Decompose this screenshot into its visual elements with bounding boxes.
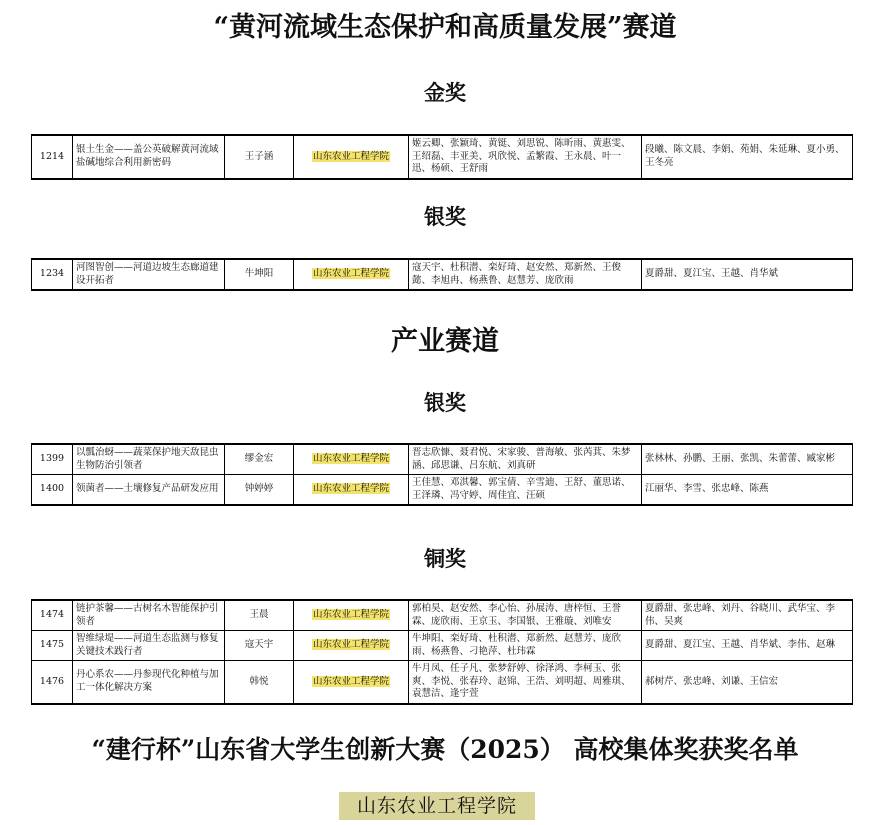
team-members: 郭柏昊、赵安然、李心怡、孙展涛、唐梓恒、王誉霖、庞欣雨、王京玉、李国银、王雅璇、刘唯安: [412, 603, 622, 627]
team-members: 牛坤阳、栾好琦、杜积潜、郑新然、赵慧芳、庞欣雨、杨燕鲁、刁艳萍、杜玮霖: [412, 633, 622, 657]
advisors-cell: [642, 135, 853, 179]
project-leader: 牛坤阳: [244, 268, 274, 280]
project-title: 链护茶馨——古树名木智能保护引领者: [76, 603, 219, 627]
silver-award-table-2: [31, 443, 853, 506]
project-leader: 王晨: [249, 609, 269, 621]
school-name-cell: [294, 135, 409, 179]
project-id: 1474: [39, 609, 65, 621]
table-row: [32, 475, 853, 506]
project-title-cell: [73, 135, 225, 179]
project-title: 丹心系农——丹参现代化种植与加工一体化解决方案: [76, 669, 219, 693]
project-leader-cell: [225, 600, 294, 631]
table-row: [32, 600, 853, 631]
school-name: 山东农业工程学院: [312, 609, 389, 621]
project-title-cell: [73, 600, 225, 631]
table-row: [32, 631, 853, 661]
project-title-cell: [73, 259, 225, 290]
school-name-cell: [294, 475, 409, 506]
project-id-cell: [32, 600, 73, 631]
project-id-cell: [32, 135, 73, 179]
bronze-award-table: [31, 599, 853, 705]
award-heading-bronze: 铜奖: [424, 546, 466, 571]
project-leader-cell: [225, 259, 294, 290]
advisors: 张林林、孙鹏、王丽、张凯、朱蕾蕾、臧家彬: [645, 453, 836, 465]
table-row: [32, 444, 853, 475]
project-id: 1400: [39, 483, 65, 495]
table-row: [32, 135, 853, 179]
advisors: 夏爵甜、张忠峰、刘丹、谷晓川、武华宝、李伟、吴爽: [645, 603, 836, 627]
project-title-cell: [73, 444, 225, 475]
advisors: 夏爵甜、夏江宝、王越、肖华斌: [645, 268, 779, 280]
advisors-cell: [642, 444, 853, 475]
advisors-cell: [642, 600, 853, 631]
project-title-cell: [73, 661, 225, 704]
silver-award-table-1: [31, 258, 853, 291]
project-id: 1234: [39, 268, 65, 280]
advisors-cell: [642, 259, 853, 290]
team-members: 晋志欣慷、聂君悦、宋家骏、普海敏、张芮萁、朱梦涵、邱思谦、吕东航、刘真研: [412, 447, 631, 471]
team-members-cell: [409, 661, 642, 704]
project-title: 智维绿堤——河道生态监测与修复关键技术践行者: [76, 633, 219, 657]
project-title: 领菌者——土壤修复产品研发应用: [76, 483, 219, 495]
team-members-cell: [409, 600, 642, 631]
gold-award-table: [31, 134, 853, 180]
table-row: [32, 661, 853, 704]
team-members-cell: [409, 259, 642, 290]
project-title: 以瓢治蚜——蔬菜保护地天敌昆虫生物防治引领者: [76, 447, 219, 471]
project-id: 1476: [39, 675, 65, 687]
school-name: 山东农业工程学院: [312, 483, 389, 495]
project-id: 1399: [39, 453, 65, 465]
award-heading-silver-1: 银奖: [424, 204, 466, 229]
project-id-cell: [32, 444, 73, 475]
project-title: 银土生金——盖公英破解黄河流域盐碱地综合利用新密码: [76, 144, 219, 168]
advisors-cell: [642, 631, 853, 661]
school-name: 山东农业工程学院: [312, 639, 389, 651]
project-leader: 寇天宇: [244, 639, 274, 651]
project-id-cell: [32, 631, 73, 661]
school-name-cell: [294, 600, 409, 631]
project-leader: 韩悦: [249, 675, 269, 687]
project-title: 河图智创——河道边坡生态廊道建设开拓者: [76, 262, 219, 286]
project-id-cell: [32, 475, 73, 506]
table-row: [32, 259, 853, 290]
project-leader-cell: [225, 475, 294, 506]
team-members: 寇天宇、杜积潜、栾好琦、赵安然、郑新然、王俊懿、李旭冉、杨燕鲁、赵慧芳、庞欣雨: [412, 262, 622, 286]
track-title-yellow-river: “黄河流域生态保护和高质量发展”赛道: [213, 12, 677, 43]
team-members-cell: [409, 631, 642, 661]
award-heading-silver-2: 银奖: [424, 390, 466, 415]
team-members: 王佳慧、邓淇馨、郭宝倩、辛雪迪、王舒、董思诺、王泽璘、冯守婷、周佳宜、汪硕: [412, 477, 631, 501]
team-members-cell: [409, 135, 642, 179]
school-name: 山东农业工程学院: [312, 268, 389, 280]
advisors: 夏爵甜、夏江宝、王越、肖华斌、李伟、赵琳: [645, 639, 836, 651]
team-members-cell: [409, 444, 642, 475]
project-title-cell: [73, 631, 225, 661]
school-name: 山东农业工程学院: [312, 675, 389, 687]
project-leader-cell: [225, 135, 294, 179]
project-id: 1475: [39, 639, 65, 651]
school-name: 山东农业工程学院: [312, 150, 389, 162]
school-name-cell: [294, 661, 409, 704]
advisors: 江丽华、李雪、张忠峰、陈燕: [645, 483, 769, 495]
advisors-cell: [642, 475, 853, 506]
team-members: 牛月凤、任子凡、张梦舒婷、徐泽鸿、李柯玉、张爽、李悦、张春玲、赵锦、王浩、刘明超、周雅琪、袁慧洁、逢宇萱: [412, 663, 631, 700]
advisors: 郝树芹、张忠峰、刘谦、王信宏: [645, 675, 779, 687]
project-id-cell: [32, 661, 73, 704]
advisors: 段曦、陈文晨、李娟、苑娟、朱延琳、夏小勇、王冬亮: [645, 144, 845, 168]
project-leader: 缪金宏: [244, 453, 274, 465]
school-name-cell: [294, 259, 409, 290]
advisors-cell: [642, 661, 853, 704]
team-members: 姬云卿、张颖琦、黄铤、刘思锐、陈昕雨、黄惠雯、王绍磊、丰亚美、巩欣悦、孟繁霞、王永晨、叶一迅、杨硕、王舒雨: [412, 138, 631, 175]
project-leader: 王子涵: [244, 150, 274, 162]
collective-award-title: “建行杯”山东省大学生创新大赛（2025） 高校集体奖获奖名单: [91, 735, 799, 764]
award-heading-gold: 金奖: [424, 80, 466, 105]
school-name-cell: [294, 444, 409, 475]
project-title-cell: [73, 475, 225, 506]
school-name-cell: [294, 631, 409, 661]
project-id-cell: [32, 259, 73, 290]
collective-award-school: 山东农业工程学院: [339, 792, 535, 820]
project-leader-cell: [225, 444, 294, 475]
track-title-industry: 产业赛道: [391, 326, 499, 357]
project-leader-cell: [225, 661, 294, 704]
team-members-cell: [409, 475, 642, 506]
school-name: 山东农业工程学院: [312, 453, 389, 465]
project-leader-cell: [225, 631, 294, 661]
project-id: 1214: [39, 150, 65, 162]
project-leader: 钟婷婷: [244, 483, 274, 495]
